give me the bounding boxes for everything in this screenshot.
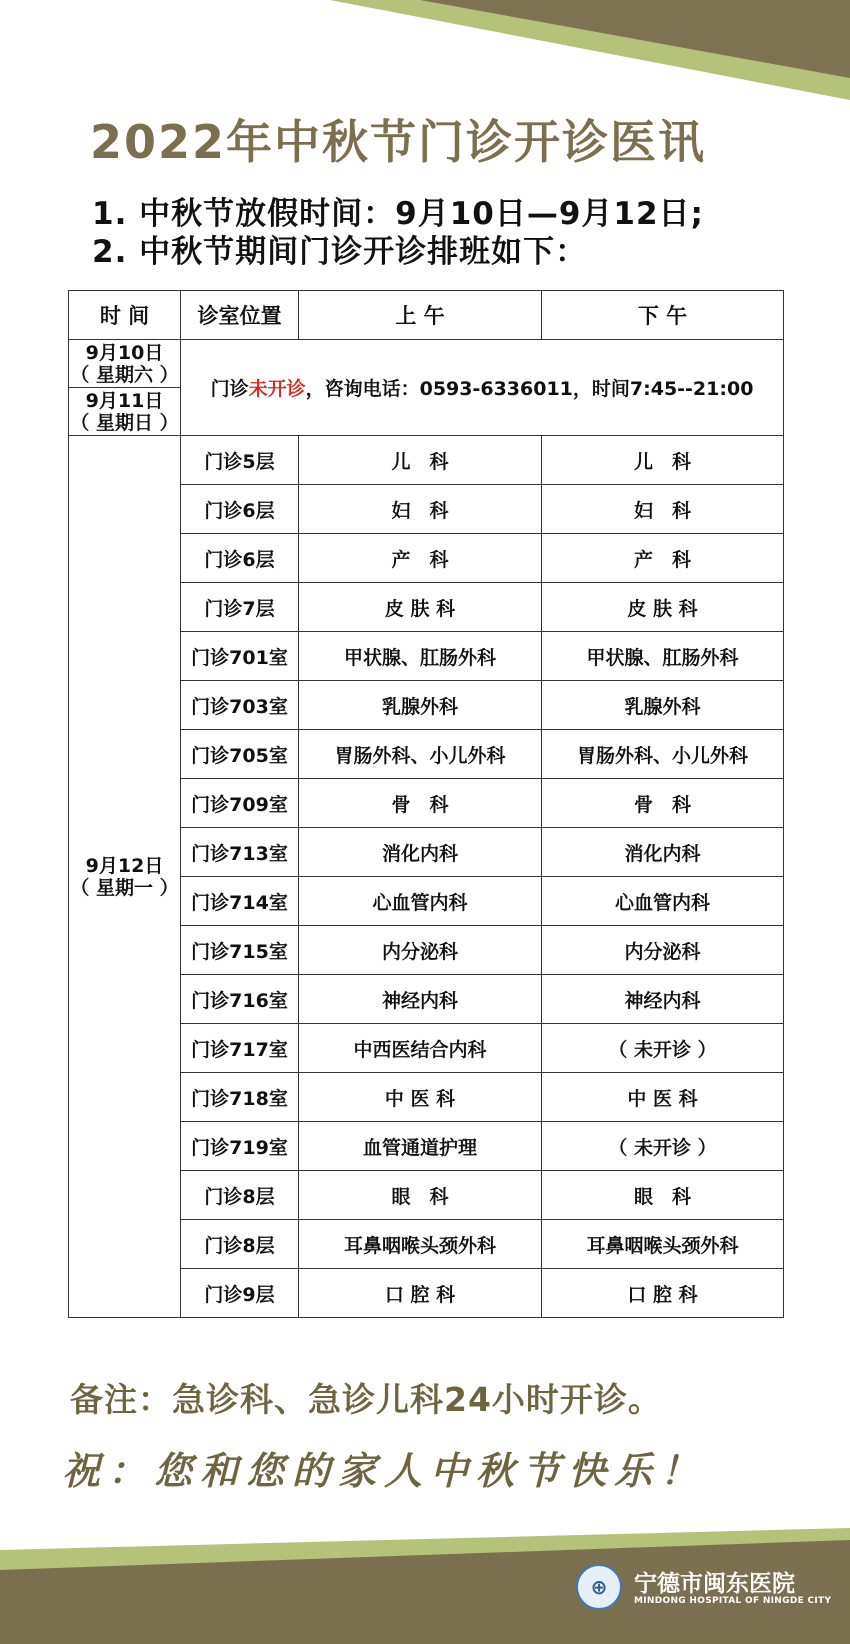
room-cell: 门诊8层: [181, 1220, 299, 1269]
weekday-text: （ 星期一 ）: [70, 876, 179, 899]
hospital-logo-icon: ⊕: [576, 1564, 622, 1610]
festival-wish: 祝：您和您的家人中秋节快乐！: [62, 1448, 707, 1493]
afternoon-cell: 内分泌科: [542, 926, 784, 975]
schedule-table: [68, 290, 784, 1318]
room-cell: 门诊716室: [181, 975, 299, 1024]
morning-cell: 骨 科: [299, 779, 542, 828]
schedule-intro-note: 2. 中秋节期间门诊开诊排班如下：: [92, 234, 588, 270]
morning-cell: 耳鼻咽喉头颈外科: [299, 1220, 542, 1269]
header-afternoon: 下 午: [542, 291, 784, 340]
hospital-name: 宁德市闽东医院: [634, 1571, 795, 1597]
table-header-row: [69, 291, 784, 340]
morning-cell: 血管通道护理: [299, 1122, 542, 1171]
afternoon-cell: （ 未开诊 ）: [542, 1024, 784, 1073]
room-cell: 门诊717室: [181, 1024, 299, 1073]
date-text: 9月10日: [85, 341, 164, 364]
morning-cell: 神经内科: [299, 975, 542, 1024]
room-cell: 门诊6层: [181, 534, 299, 583]
afternoon-cell: 乳腺外科: [542, 681, 784, 730]
afternoon-cell: 消化内科: [542, 828, 784, 877]
morning-cell: 乳腺外科: [299, 681, 542, 730]
morning-cell: 心血管内科: [299, 877, 542, 926]
room-cell: 门诊7层: [181, 583, 299, 632]
holiday-dates-note: 1. 中秋节放假时间：9月10日—9月12日;: [92, 196, 704, 232]
page-title: 2022年中秋节门诊开诊医讯: [90, 115, 707, 169]
morning-cell: 中 医 科: [299, 1073, 542, 1122]
hospital-name-en: MINDONG HOSPITAL OF NINGDE CITY: [634, 1596, 832, 1606]
afternoon-cell: 眼 科: [542, 1171, 784, 1220]
morning-cell: 口 腔 科: [299, 1269, 542, 1318]
room-cell: 门诊709室: [181, 779, 299, 828]
room-cell: 门诊6层: [181, 485, 299, 534]
afternoon-cell: 耳鼻咽喉头颈外科: [542, 1220, 784, 1269]
afternoon-cell: 心血管内科: [542, 877, 784, 926]
morning-cell: 甲状腺、肛肠外科: [299, 632, 542, 681]
morning-cell: 产 科: [299, 534, 542, 583]
date-text: 9月11日: [85, 389, 164, 412]
room-cell: 门诊5层: [181, 436, 299, 485]
morning-cell: 胃肠外科、小儿外科: [299, 730, 542, 779]
morning-cell: 皮 肤 科: [299, 583, 542, 632]
room-cell: 门诊701室: [181, 632, 299, 681]
afternoon-cell: 中 医 科: [542, 1073, 784, 1122]
closed-message: [181, 340, 784, 436]
room-cell: 门诊719室: [181, 1122, 299, 1171]
afternoon-cell: 皮 肤 科: [542, 583, 784, 632]
afternoon-cell: 胃肠外科、小儿外科: [542, 730, 784, 779]
morning-cell: 眼 科: [299, 1171, 542, 1220]
afternoon-cell: 妇 科: [542, 485, 784, 534]
date-cell-open: [69, 436, 181, 1318]
afternoon-cell: 儿 科: [542, 436, 784, 485]
room-cell: 门诊718室: [181, 1073, 299, 1122]
closed-message-prefix: 门诊: [210, 378, 249, 400]
morning-cell: 内分泌科: [299, 926, 542, 975]
header-room: 诊室位置: [181, 291, 299, 340]
weekday-text: （ 星期日 ）: [70, 411, 179, 434]
closed-highlight: 未开诊: [248, 378, 306, 400]
emergency-remark: 备注：急诊科、急诊儿科24小时开诊。: [70, 1380, 662, 1419]
room-cell: 门诊705室: [181, 730, 299, 779]
room-cell: 门诊9层: [181, 1269, 299, 1318]
closed-day-row: [69, 340, 784, 388]
weekday-text: （ 星期六 ）: [70, 363, 179, 386]
afternoon-cell: 神经内科: [542, 975, 784, 1024]
afternoon-cell: 骨 科: [542, 779, 784, 828]
afternoon-cell: （ 未开诊 ）: [542, 1122, 784, 1171]
table-row: [69, 436, 784, 485]
date-cell-closed-2: [69, 388, 181, 436]
room-cell: 门诊714室: [181, 877, 299, 926]
room-cell: 门诊715室: [181, 926, 299, 975]
morning-cell: 儿 科: [299, 436, 542, 485]
morning-cell: 消化内科: [299, 828, 542, 877]
closed-message-suffix: ，咨询电话：0593-6336011，时间7:45--21:00: [305, 378, 754, 400]
afternoon-cell: 产 科: [542, 534, 784, 583]
room-cell: 门诊8层: [181, 1171, 299, 1220]
morning-cell: 妇 科: [299, 485, 542, 534]
date-cell-closed-1: [69, 340, 181, 388]
room-cell: 门诊703室: [181, 681, 299, 730]
date-text: 9月12日: [85, 854, 164, 877]
afternoon-cell: 甲状腺、肛肠外科: [542, 632, 784, 681]
header-morning: 上 午: [299, 291, 542, 340]
header-time: 时 间: [69, 291, 181, 340]
room-cell: 门诊713室: [181, 828, 299, 877]
morning-cell: 中西医结合内科: [299, 1024, 542, 1073]
afternoon-cell: 口 腔 科: [542, 1269, 784, 1318]
